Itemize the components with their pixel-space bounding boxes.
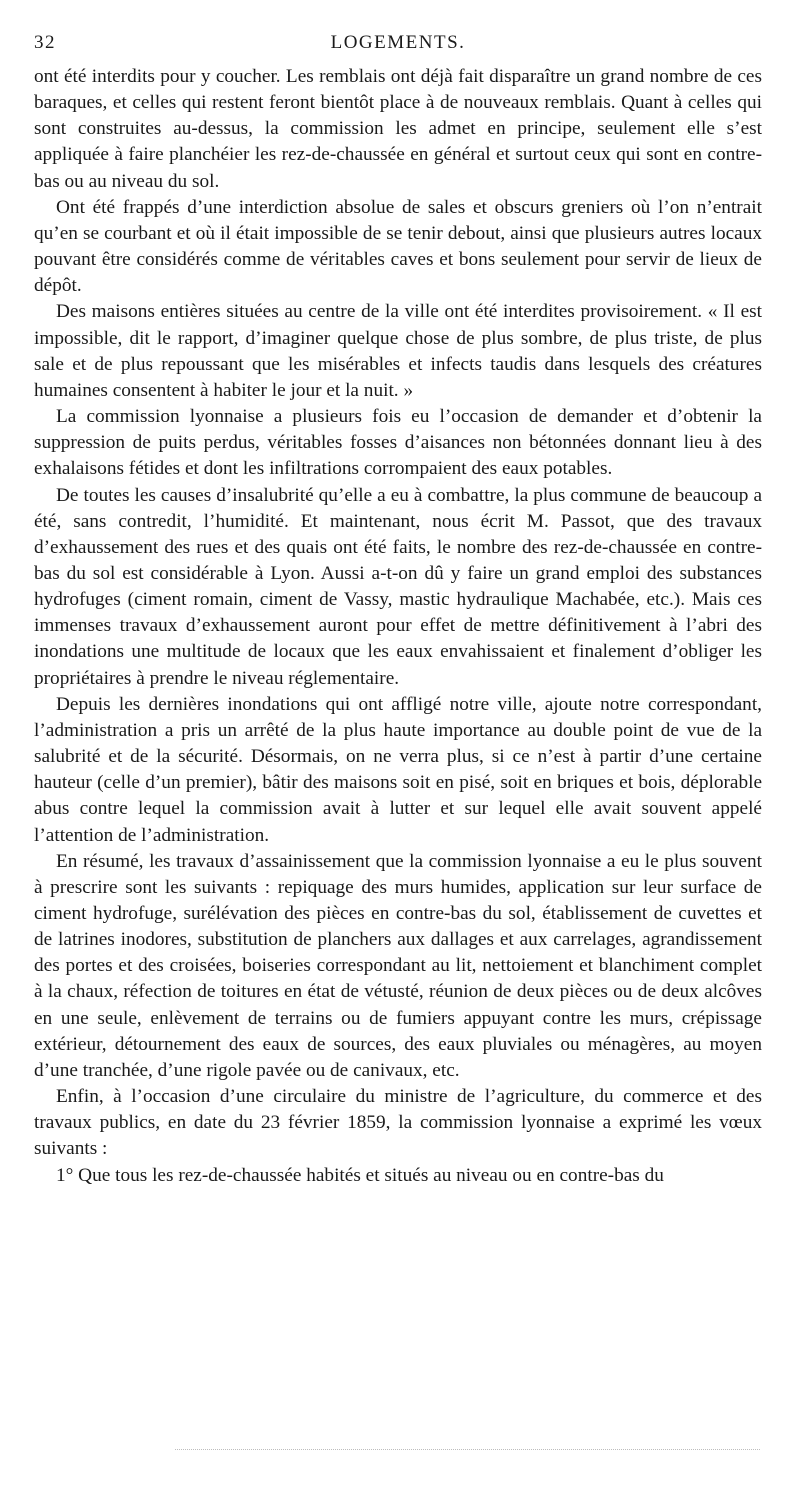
footer-rule xyxy=(175,1449,760,1450)
paragraph: La commission lyonnaise a plusieurs fois eu l’occasion de demander et d’obtenir la suppression de puits perdus, véritables fosses d’aisances non bétonnées donnant lieu à des exhalaisons fétides et dont les infiltrations corrompaient des eaux potables. xyxy=(34,406,762,480)
page-number: 32 xyxy=(34,32,56,53)
paragraph: De toutes les causes d’insalubrité qu’elle a eu à combattre, la plus commune de beaucoup a été, sans contredit, l’humidité. Et maintenant, nous écrit M. Passot, que des travaux d’exhaussement des rues et des quais ont été faits, le nombre des rez-de-chaussée en contre-bas du sol est considérable à Lyon. Aussi a-t-on dû y faire un grand emploi des substances hydrofuges (ciment romain, ciment de Vassy, mastic hydraulique Machabée, etc.). Mais ces immenses travaux d’exhaussement auront pour effet de mettre définitivement à l’abri des inondations une multitude de locaux que les eaux envahissaient et finalement d’obliger les propriétaires à prendre le niveau réglementaire. xyxy=(34,484,762,689)
running-title: LOGEMENTS. xyxy=(330,32,466,53)
paragraph: En résumé, les travaux d’assainissement que la commission lyonnaise a eu le plus souvent à prescrire sont les suivants : repiquage des murs humides, application sur leur surface de ciment hydrofuge, surélévation des pièces en contre-bas du sol, établissement de cuvettes et de latrines inodores, substitution de planchers aux dallages et aux carrelages, agrandissement des portes et des croisées, boiseries correspondant au lit, nettoiement et blanchiment complet à la chaux, réfection de toitures en état de vétusté, réunion de deux pièces ou de deux alcôves en une seule, enlèvement de terrains ou de fumiers appuyant contre les murs, crépissage extérieur, détournement des eaux de sources, des eaux pluviales ou ménagères, au moyen d’une tranchée, d’une rigole pavée ou de canivaux, etc. xyxy=(34,850,762,1081)
paragraph: ont été interdits pour y coucher. Les remblais ont déjà fait disparaître un grand nombre de ces baraques, et celles qui restent feront bientôt place à de nouveaux remblais. Quant à celles qui sont construites au-dessus, la commission les admet en principe, seulement elle s’est appliquée à faire planchéier les rez-de-chaussée en général et surtout ceux qui sont en contre-bas ou au niveau du sol. xyxy=(34,66,762,192)
body-text xyxy=(34,64,762,1189)
paragraph: 1° Que tous les rez-de-chaussée habités et situés au niveau ou en contre-bas du xyxy=(56,1164,664,1186)
paragraph: Depuis les dernières inondations qui ont affligé notre ville, ajoute notre correspondant, l’administration a pris un arrêté de la plus haute importance au double point de vue de la salubrité et de la sécurité. Désormais, on ne verra plus, si ce n’est à partir d’une certaine hauteur (celle d’un premier), bâtir des maisons soit en pisé, soit en briques et bois, déplorable abus contre lequel la commission avait à lutter et sur lequel elle avait souvent appelé l’attention de l’administration. xyxy=(34,693,762,846)
paragraph: Ont été frappés d’une interdiction absolue de sales et obscurs greniers où l’on n’entrait qu’en se courbant et où il était impossible de se tenir debout, ainsi que plusieurs autres locaux pouvant être considérés comme de véritables caves et bons seulement pour servir de lieux de dépôt. xyxy=(34,196,762,297)
running-head xyxy=(34,32,762,56)
paragraph: Enfin, à l’occasion d’une circulaire du ministre de l’agriculture, du commerce et des travaux publics, en date du 23 février 1859, la commission lyonnaise a exprimé les vœux suivants : xyxy=(34,1086,762,1160)
paragraph: Des maisons entières situées au centre de la ville ont été interdites provisoirement. « Il est impossible, dit le rapport, d’imaginer quelque chose de plus sombre, de plus triste, de plus sale et de plus repoussant que les misérables et infects taudis dans lesquels des créatures humaines consentent à habiter le jour et la nuit. » xyxy=(34,301,762,401)
